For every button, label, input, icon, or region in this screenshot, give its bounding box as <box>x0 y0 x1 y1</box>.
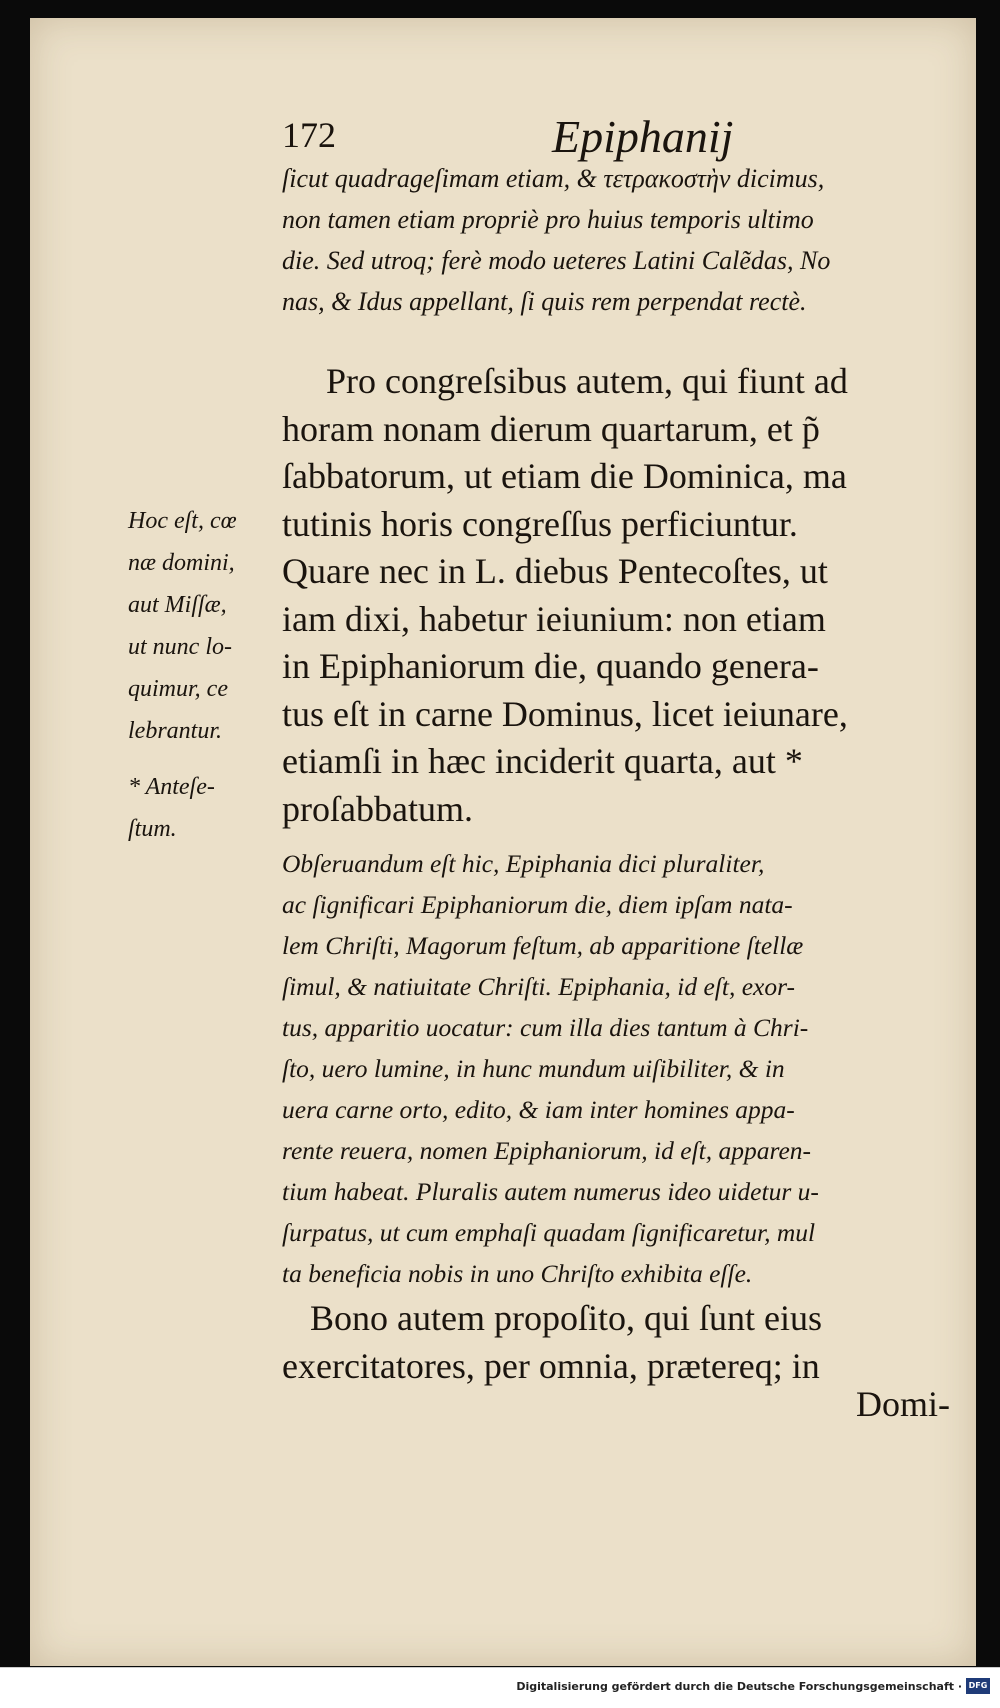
text-line: iam dixi, habetur ieiunium: non etiam <box>282 598 826 639</box>
margin-note-line: Hoc eſt, cœ <box>128 508 237 534</box>
text-line: exercitatores, per omnia, prætereq; in <box>282 1345 820 1386</box>
text-line: tium habeat. Pluralis autem numerus ideo uidetur u- <box>282 1177 819 1206</box>
page-number: 172 <box>282 115 336 155</box>
commentary-paragraph <box>282 843 819 1294</box>
text-line: rente reuera, nomen Epiphaniorum, id eſt, apparen- <box>282 1136 812 1165</box>
text-line: uera carne orto, edito, & iam inter homines appa- <box>282 1095 795 1124</box>
final-paragraph <box>282 1295 822 1390</box>
margin-note-line: ſtum. <box>128 816 177 842</box>
text-line: Quare nec in L. diebus Pentecoſtes, ut <box>282 551 828 591</box>
margin-note-line: ut nunc lo- <box>128 634 232 660</box>
funding-credit: Digitalisierung gefördert durch die Deutsche Forschungsgemeinschaft · <box>516 1680 962 1693</box>
text-line: Obſeruandum eſt hic, Epiphania dici pluraliter, <box>282 849 765 878</box>
text-line: Bono autem propoſito, qui ſunt eius <box>310 1298 822 1338</box>
dfg-logo-icon: DFG <box>966 1678 990 1694</box>
text-line: ſicut quadrageſimam etiam, & τετρακοστὴν dicimus, <box>282 164 825 193</box>
text-line: ſto, uero lumine, in hunc mundum uiſibiliter, & in <box>282 1054 785 1083</box>
text-line: tus eſt in carne Dominus, licet ieiunare, <box>282 693 848 734</box>
text-line: ac ſignificari Epiphaniorum die, diem ipſam nata- <box>282 890 793 919</box>
text-line: etiamſi in hæc inciderit quarta, aut * <box>282 741 803 781</box>
text-line: proſabbatum. <box>282 788 473 829</box>
catchword: Domi- <box>856 1384 950 1424</box>
text-line: Pro congreſsibus autem, qui fiunt ad <box>326 361 848 401</box>
margin-note-line: næ domini, <box>128 550 235 576</box>
top-italic-paragraph <box>282 158 830 322</box>
text-line: lem Chriſti, Magorum feſtum, ab apparitione ſtellæ <box>282 931 804 960</box>
text-line: die. Sed utroq; ferè modo ueteres Latini Calẽdas, No <box>282 246 831 275</box>
text-line: non tamen etiam propriè pro huius temporis ultimo <box>282 205 814 234</box>
margin-spacer <box>128 752 237 766</box>
text-line: horam nonam dierum quartarum, et p̃ <box>282 408 820 449</box>
margin-note-line: quimur, ce <box>128 676 228 702</box>
text-line: ſabbatorum, ut etiam die Dominica, ma <box>282 456 847 496</box>
text-line: in Epiphaniorum die, quando genera- <box>282 646 819 686</box>
main-paragraph <box>282 358 848 833</box>
text-line: nas, & Idus appellant, ſi quis rem perpendat rectè. <box>282 287 807 316</box>
margin-note-line: * Anteſe- <box>128 774 215 800</box>
margin-note-line: lebrantur. <box>128 718 223 744</box>
text-line: ta beneficia nobis in uno Chriſto exhibita eſſe. <box>282 1259 753 1288</box>
text-line: ſurpatus, ut cum emphaſi quadam ſignificaretur, mul <box>282 1218 816 1247</box>
margin-note-line: aut Miſſæ, <box>128 592 227 618</box>
running-head: Epiphanij <box>552 111 734 162</box>
text-line: tutinis horis congreſſus perficiuntur. <box>282 503 798 544</box>
text-line: tus, apparitio uocatur: cum illa dies tantum à Chri- <box>282 1013 809 1042</box>
footer-bar <box>0 1667 1000 1708</box>
margin-notes <box>128 500 237 850</box>
text-line: ſimul, & natiuitate Chriſti. Epiphania, id eſt, exor- <box>282 972 796 1001</box>
